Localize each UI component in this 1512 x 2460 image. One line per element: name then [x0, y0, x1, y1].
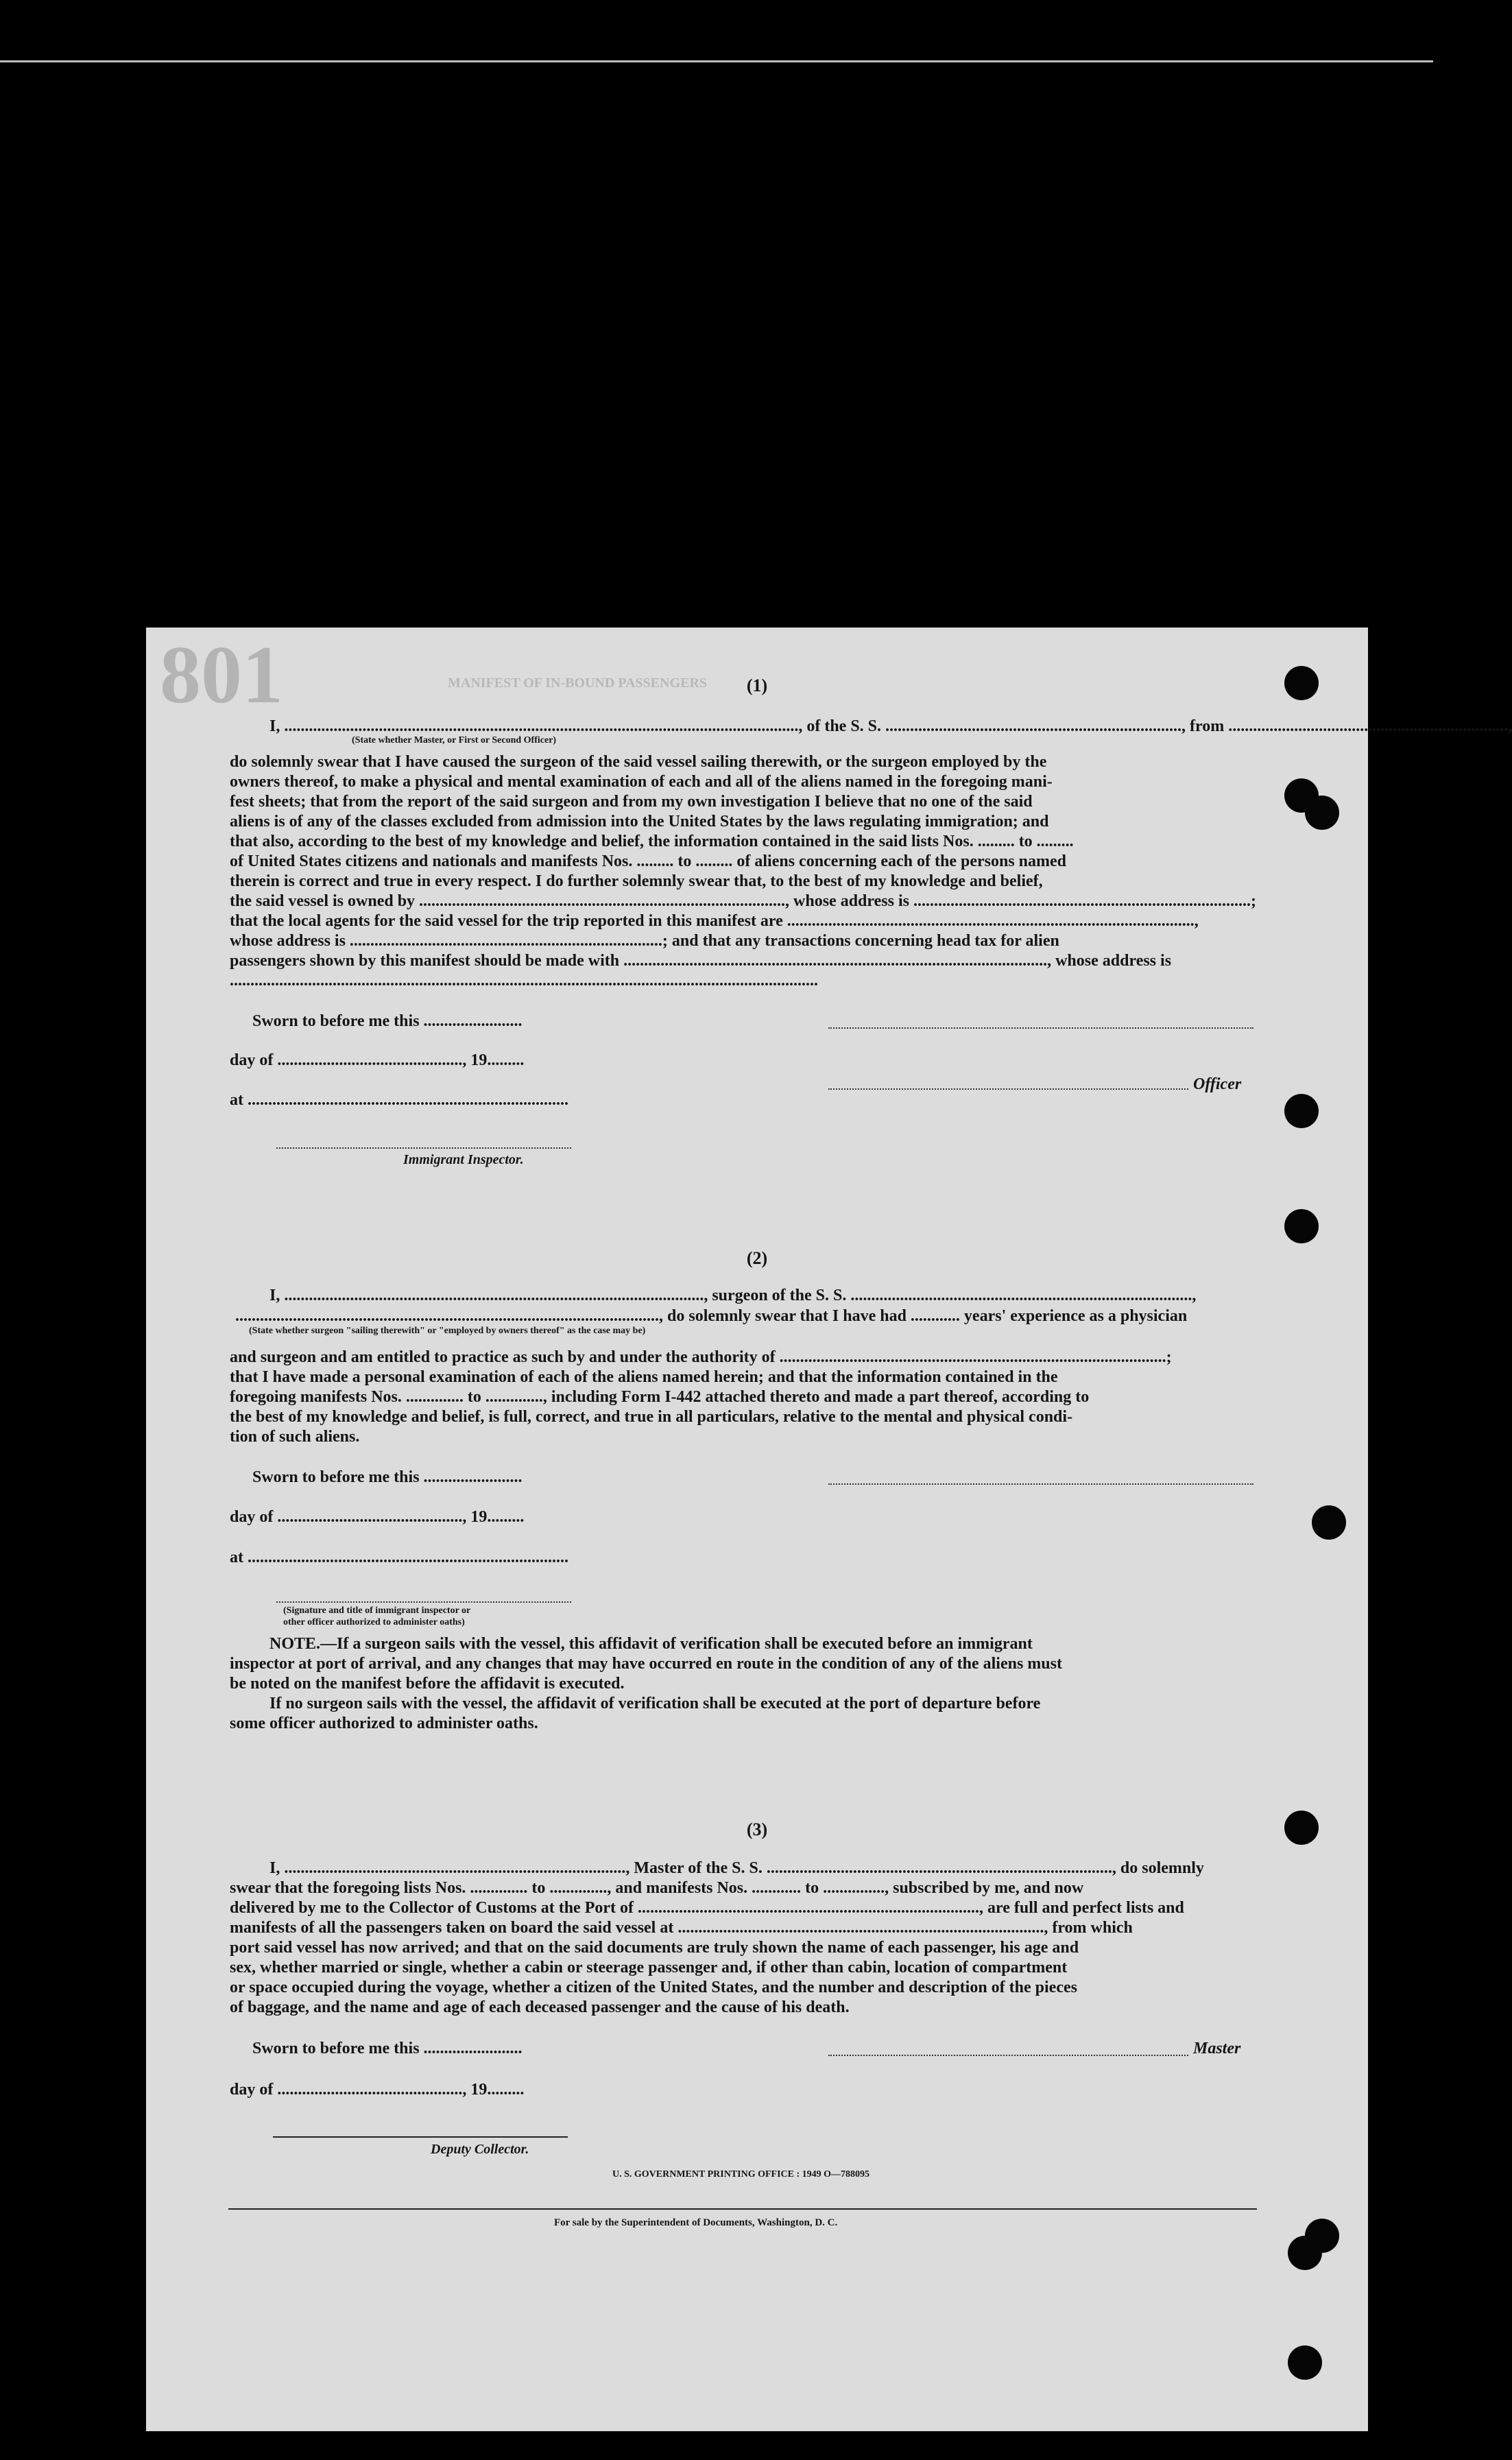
- s3-text-2: delivered by me to the Collector of Customs at the Port of ..................................................................................., are full and perfect lists and: [230, 1899, 1184, 1917]
- s2-sig-note-1: (Signature and title of immigrant inspector or: [283, 1605, 471, 1616]
- s2-at: at ..............................................................................: [230, 1549, 568, 1566]
- s1-line1: I, ............................................................................................................................., of the S. S. ........................................................................, from ....................................................................,: [269, 717, 1512, 735]
- s2-note-3: If no surgeon sails with the vessel, the affidavit of verification shall be executed at the port of departure before: [269, 1695, 1041, 1712]
- binder-hole: [1284, 1094, 1319, 1128]
- footer-rule: [228, 2208, 1257, 2210]
- s2-line2: ......................................................................................................., do solemnly swear that I have had ............ years' experience as a physician: [235, 1307, 1188, 1325]
- s2-text-0: and surgeon and am entitled to practice as such by and under the authority of ..............................................................................................;: [230, 1348, 1172, 1366]
- s1-text-5: of United States citizens and nationals and manifests Nos. ......... to ......... of aliens concerning each of the persons named: [230, 852, 1067, 870]
- s2-note-0: NOTE.—If a surgeon sails with the vessel, this affidavit of verification shall be executed before an immigrant: [269, 1635, 1033, 1653]
- binder-hole: [1305, 796, 1339, 830]
- s3-collector-label: Deputy Collector.: [431, 2142, 529, 2157]
- s2-text-4: tion of such aliens.: [230, 1428, 360, 1446]
- s3-collector-line: [273, 2136, 568, 2138]
- s2-note-4: some officer authorized to administer oaths.: [230, 1715, 538, 1732]
- s1-officer-label: Officer: [1193, 1075, 1242, 1093]
- s1-note1: (State whether Master, or First or Second Officer): [352, 735, 557, 745]
- s3-text-1: swear that the foregoing lists Nos. .............. to .............., and manifests Nos. ............ to ..............., subscribed by me, and now: [230, 1879, 1084, 1897]
- s1-text-11: ...............................................................................................................................................: [230, 972, 818, 990]
- s1-inspector-label: Immigrant Inspector.: [403, 1152, 524, 1167]
- s1-text-10: passengers shown by this manifest should be made with ......................................................................................................., whose address is: [230, 952, 1172, 970]
- s3-text-0: I, ..................................................................................., Master of the S. S. ...................................................................................., do solemnly: [269, 1859, 1204, 1877]
- s1-text-9: whose address is ............................................................................; and that any transactions concerning head tax for alien: [230, 932, 1059, 950]
- s2-day: day of ............................................., 19.........: [230, 1508, 525, 1526]
- s1-at: at ..............................................................................: [230, 1091, 568, 1109]
- s2-text-2: foregoing manifests Nos. .............. to .............., including Form I-442 attached thereto and made a part thereof, according to: [230, 1388, 1090, 1406]
- s3-text-6: or space occupied during the voyage, whether a citizen of the United States, and the number and description of the pieces: [230, 1979, 1077, 1996]
- s2-note: (State whether surgeon "sailing therewith" or "employed by owners thereof" as the case may be): [249, 1326, 646, 1336]
- s3-text-3: manifests of all the passengers taken on board the said vessel at ........................................................................................., from which: [230, 1919, 1133, 1937]
- sale-notice: For sale by the Superintendent of Documents, Washington, D. C.: [554, 2217, 838, 2228]
- s2-sworn: Sworn to before me this ........................: [252, 1468, 523, 1486]
- form-page: [146, 628, 1512, 2431]
- s3-text-5: sex, whether married or single, whether a cabin or steerage passenger and, if other than cabin, location of compartment: [230, 1959, 1068, 1977]
- gpo-imprint: U. S. GOVERNMENT PRINTING OFFICE : 1949 O—788095: [612, 2169, 870, 2180]
- s2-note-1: inspector at port of arrival, and any changes that may have occurred en route in the condition of any of the aliens must: [230, 1655, 1062, 1673]
- s1-text-7: the said vessel is owned by ........................................................................................., whose address is ..................................................................................;: [230, 892, 1256, 910]
- s2-inspector-line: [276, 1601, 571, 1603]
- s2-sig-note-2: other officer authorized to administer oaths): [283, 1617, 465, 1627]
- section-3-heading: (3): [746, 1819, 768, 1839]
- s2-note-2: be noted on the manifest before the affidavit is executed.: [230, 1675, 625, 1693]
- s1-text-1: owners thereof, to make a physical and mental examination of each and all of the aliens named in the foregoing mani-: [230, 773, 1053, 791]
- s3-master-label: Master: [1193, 2040, 1241, 2057]
- s1-officer-line: [828, 1088, 1188, 1090]
- s1-text-8: that the local agents for the said vessel for the trip reported in this manifest are ...................................................................................................,: [230, 912, 1199, 930]
- s1-day: day of ............................................., 19.........: [230, 1051, 525, 1069]
- s1-text-2: fest sheets; that from the report of the said surgeon and from my own investigation I believe that no one of the said: [230, 793, 1033, 811]
- binder-hole: [1288, 2345, 1322, 2380]
- s2-line1: I, ......................................................................................................, surgeon of the S. S. ...................................................................................,: [269, 1287, 1197, 1304]
- section-1-heading: (1): [746, 676, 768, 695]
- top-scan-line: [0, 60, 1433, 62]
- s1-text-3: aliens is of any of the classes excluded from admission into the United States by the laws regulating immigration; and: [230, 813, 1049, 831]
- stamp-number: 801: [160, 629, 283, 720]
- binder-hole: [1312, 1505, 1346, 1540]
- binder-hole: [1284, 1209, 1319, 1243]
- s1-text-6: therein is correct and true in every respect. I do further solemnly swear that, to the best of my knowledge and belief,: [230, 872, 1043, 890]
- s3-master-line: [828, 2055, 1188, 2056]
- binder-hole: [1288, 2236, 1322, 2270]
- bleed-through-header: MANIFEST OF IN-BOUND PASSENGERS: [448, 676, 708, 691]
- s1-text-4: that also, according to the best of my knowledge and belief, the information contained in the said lists Nos. ......... to .........: [230, 833, 1074, 850]
- s1-inspector-line: [276, 1147, 571, 1149]
- s3-sworn: Sworn to before me this ........................: [252, 2040, 523, 2057]
- s2-text-3: the best of my knowledge and belief, is full, correct, and true in all particulars, relative to the mental and physical condi-: [230, 1408, 1073, 1426]
- binder-hole: [1284, 1811, 1319, 1845]
- s1-sworn: Sworn to before me this ........................: [252, 1012, 523, 1030]
- s3-day: day of ............................................., 19.........: [230, 2081, 525, 2099]
- s2-text-1: that I have made a personal examination of each of the aliens named herein; and that the information contained in the: [230, 1368, 1058, 1386]
- s3-text-7: of baggage, and the name and age of each deceased passenger and the cause of his death.: [230, 1998, 850, 2016]
- binder-hole: [1284, 666, 1319, 700]
- section-2-heading: (2): [746, 1248, 768, 1268]
- s1-signature-line-1: [828, 1027, 1253, 1029]
- s1-text-0: do solemnly swear that I have caused the surgeon of the said vessel sailing therewith, or the surgeon employed by the: [230, 753, 1047, 771]
- s2-signature-line: [828, 1483, 1253, 1485]
- s3-text-4: port said vessel has now arrived; and that on the said documents are truly shown the name of each passenger, his age and: [230, 1939, 1079, 1957]
